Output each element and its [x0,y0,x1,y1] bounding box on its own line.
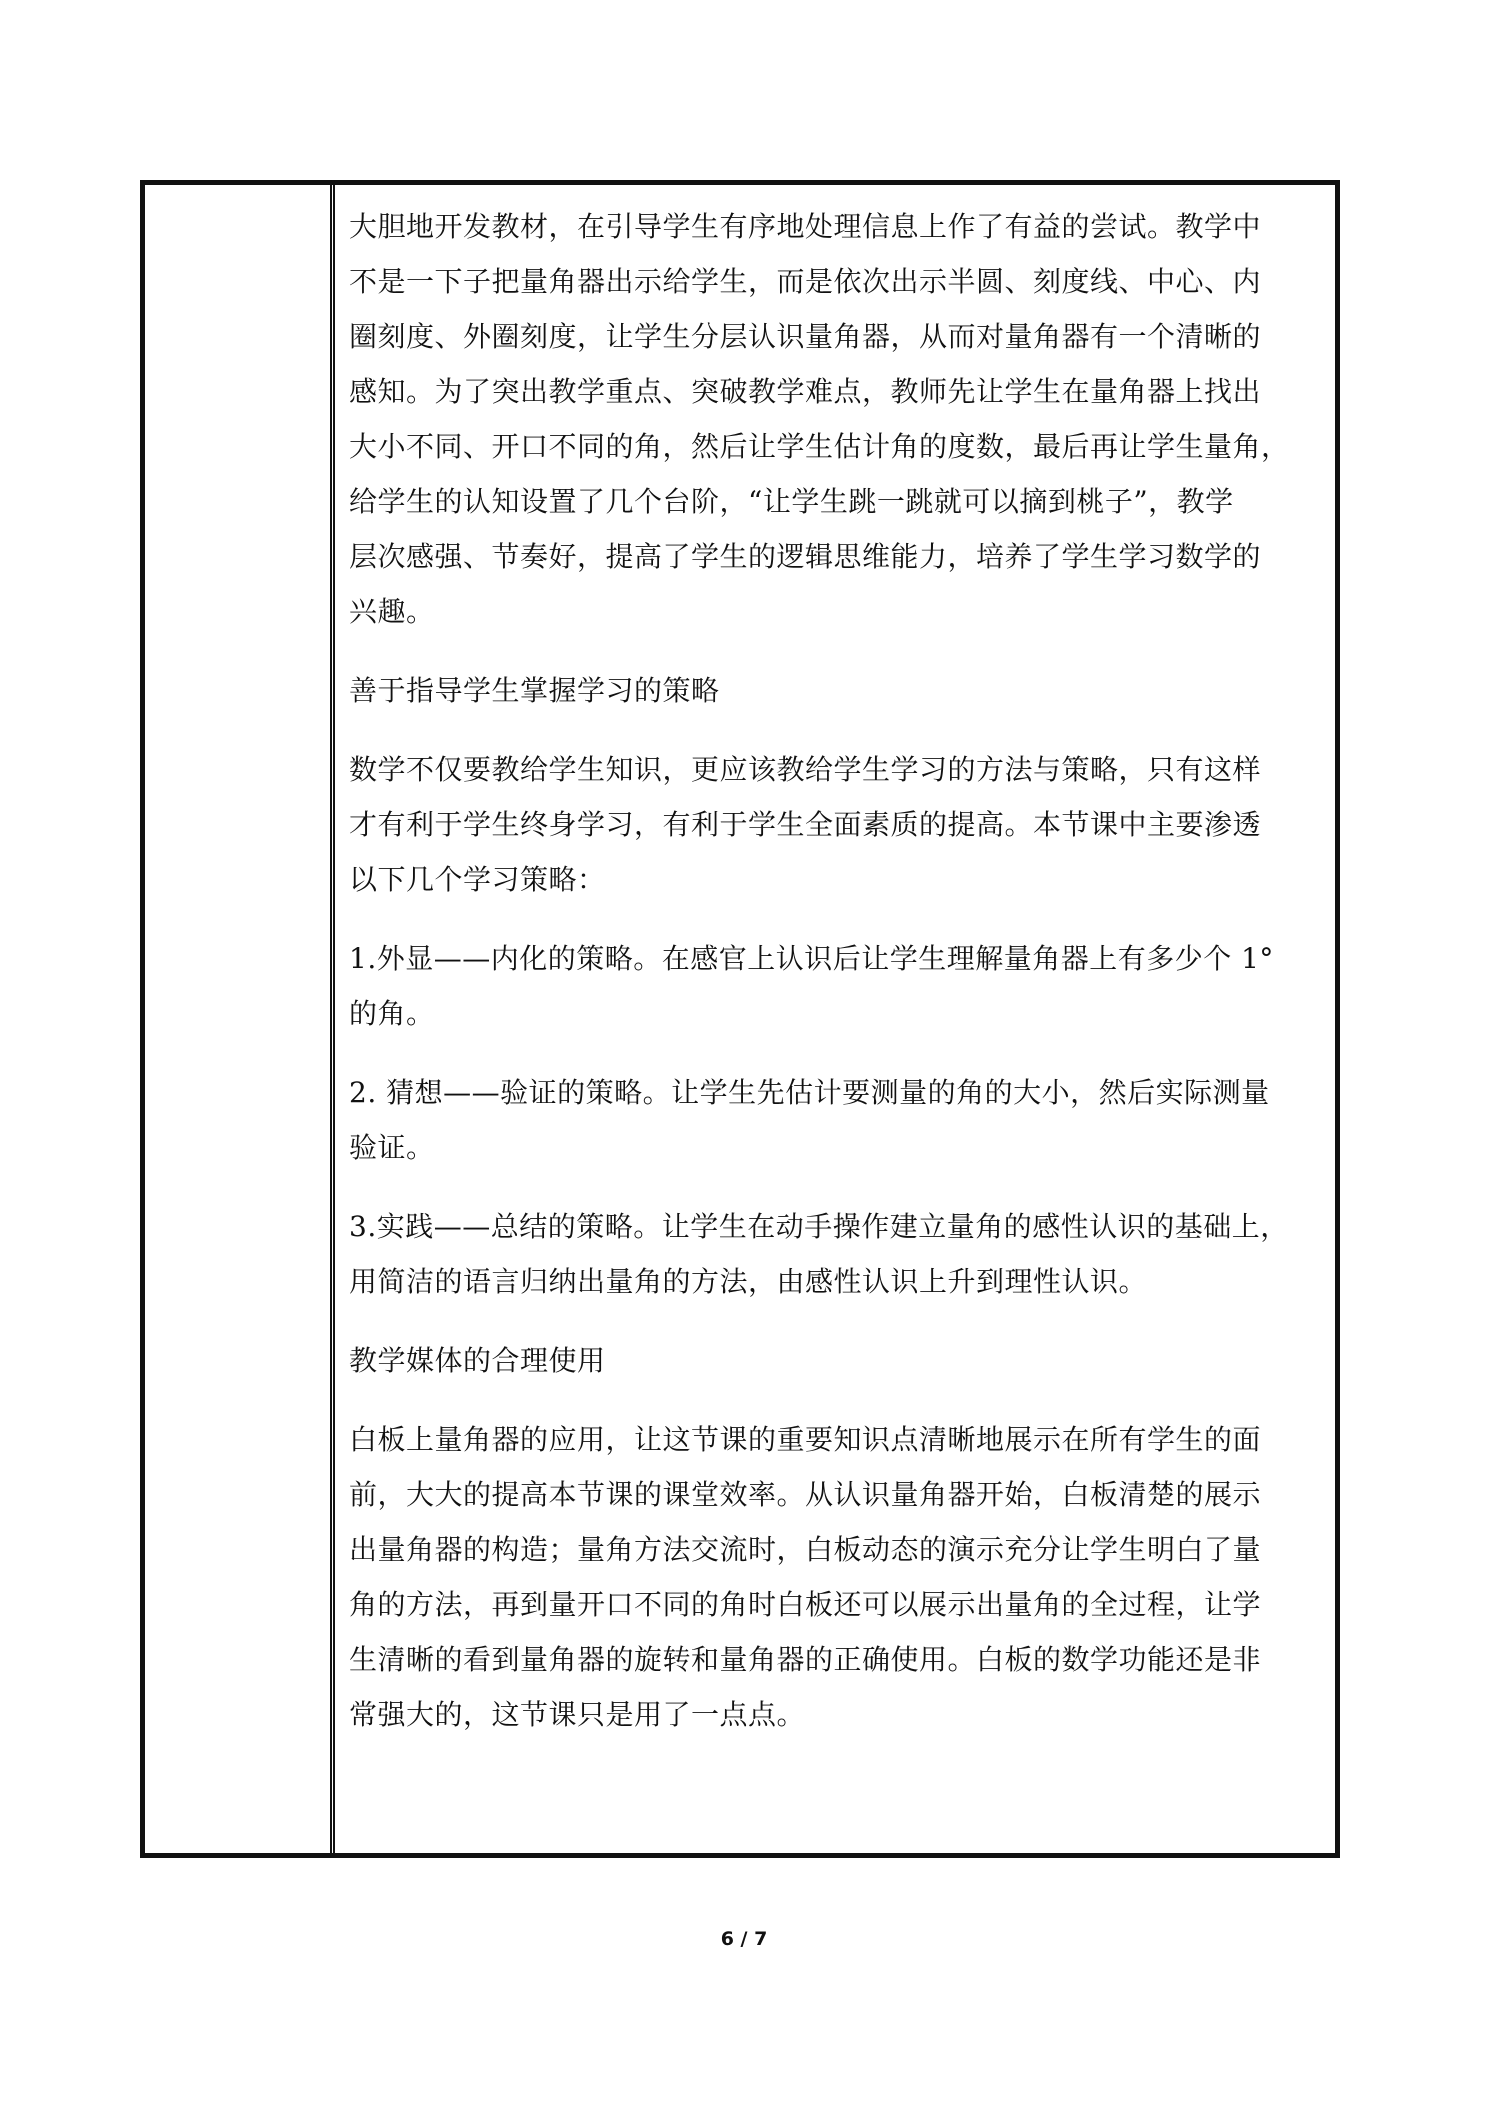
table-content-cell [335,185,1335,1853]
text-line: 验证。 [349,1131,435,1164]
text-line: 给学生的认知设置了几个台阶，“让学生跳一跳就可以摘到桃子”，教学 [349,485,1234,518]
text-line: 才有利于学生终身学习，有利于学生全面素质的提高。本节课中主要渗透 [349,808,1262,841]
strategy-item-1 [349,931,1321,1041]
text-line: 感知。为了突出教学重点、突破教学难点，教师先让学生在量角器上找出 [349,375,1262,408]
section-heading-strategy [349,663,1321,718]
text-line: 善于指导学生掌握学习的策略 [349,674,720,707]
text-line: 出量角器的构造；量角方法交流时，白板动态的演示充分让学生明白了量 [349,1533,1262,1566]
section-heading-media [349,1333,1321,1388]
text-line: 以下几个学习策略： [349,863,606,896]
paragraph-whiteboard [349,1412,1321,1742]
text-line: 常强大的，这节课只是用了一点点。 [349,1698,806,1731]
strategy-item-3 [349,1199,1321,1309]
text-line: 的角。 [349,997,435,1030]
evaluation-table [140,180,1340,1858]
text-line: 生清晰的看到量角器的旋转和量角器的正确使用。白板的数学功能还是非 [349,1643,1262,1676]
text-line: 不是一下子把量角器出示给学生，而是依次出示半圆、刻度线、中心、内 [349,265,1262,298]
text-line: 圈刻度、外圈刻度，让学生分层认识量角器，从而对量角器有一个清晰的 [349,320,1262,353]
strategy-item-2 [349,1065,1321,1175]
text-line: 用简洁的语言归纳出量角的方法，由感性认识上升到理性认识。 [349,1265,1148,1298]
text-line: 层次感强、节奏好，提高了学生的逻辑思维能力，培养了学生学习数学的 [349,540,1262,573]
text-line: 兴趣。 [349,595,435,628]
paragraph-material-development [349,199,1321,639]
text-line: 角的方法，再到量开口不同的角时白板还可以展示出量角的全过程，让学 [349,1588,1262,1621]
paragraph-strategy-intro [349,742,1321,907]
page-number: 6 / 7 [720,1928,768,1950]
text-line: 2. 猜想——验证的策略。让学生先估计要测量的角的大小，然后实际测量 [349,1076,1270,1109]
text-line: 3.实践——总结的策略。让学生在动手操作建立量角的感性认识的基础上， [349,1210,1289,1243]
text-line: 前，大大的提高本节课的课堂效率。从认识量角器开始，白板清楚的展示 [349,1478,1262,1511]
text-line: 大小不同、开口不同的角，然后让学生估计角的度数，最后再让学生量角， [349,430,1290,463]
text-line: 大胆地开发教材，在引导学生有序地处理信息上作了有益的尝试。教学中 [349,210,1262,243]
text-line: 白板上量角器的应用，让这节课的重要知识点清晰地展示在所有学生的面 [349,1423,1262,1456]
table-label-cell [145,185,335,1853]
text-line: 教学媒体的合理使用 [349,1344,606,1377]
text-line: 数学不仅要教给学生知识，更应该教给学生学习的方法与策略，只有这样 [349,753,1262,786]
text-line: 1.外显——内化的策略。在感官上认识后让学生理解量角器上有多少个 1° [349,942,1274,975]
